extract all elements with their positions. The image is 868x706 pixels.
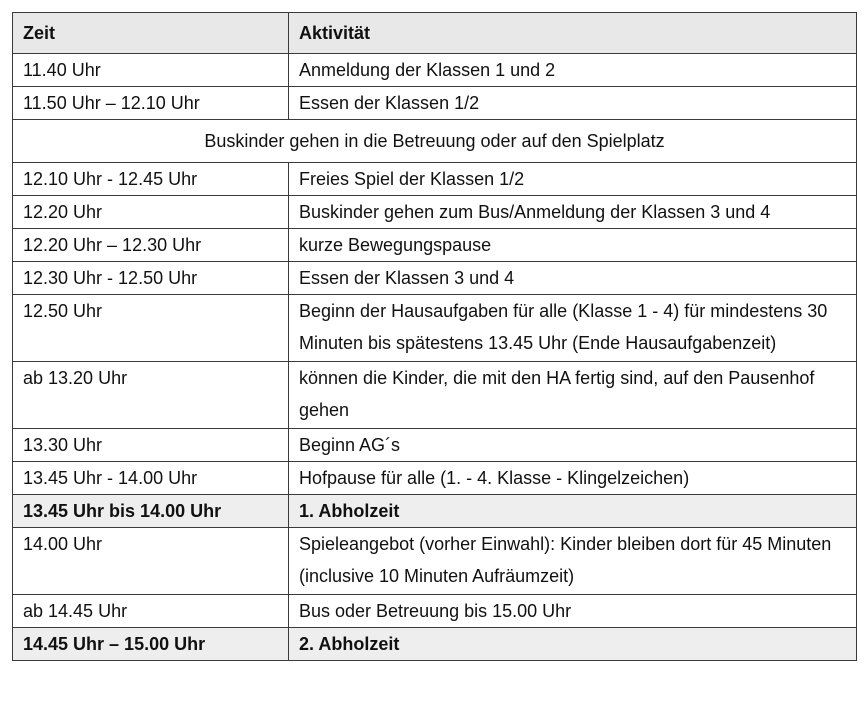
activity-cell: Spieleangebot (vorher Einwahl): Kinder bleiben dort für 45 Minuten (inclusive 10 Minuten Aufräumzeit) — [289, 528, 857, 595]
column-header-time: Zeit — [13, 13, 289, 54]
activity-cell: können die Kinder, die mit den HA fertig sind, auf den Pausenhof gehen — [289, 362, 857, 429]
time-cell: 12.20 Uhr – 12.30 Uhr — [13, 229, 289, 262]
time-cell: 11.50 Uhr – 12.10 Uhr — [13, 87, 289, 120]
time-cell: 13.30 Uhr — [13, 429, 289, 462]
time-cell: 14.00 Uhr — [13, 528, 289, 595]
table-row — [13, 87, 857, 120]
note-cell: Buskinder gehen in die Betreuung oder auf den Spielplatz — [13, 120, 857, 163]
activity-cell: Bus oder Betreuung bis 15.00 Uhr — [289, 595, 857, 628]
activity-cell: 1. Abholzeit — [289, 495, 857, 528]
table-row — [13, 163, 857, 196]
table-row — [13, 528, 857, 595]
table-row — [13, 295, 857, 362]
table-row — [13, 262, 857, 295]
table-row-note — [13, 120, 857, 163]
activity-cell: Beginn der Hausaufgaben für alle (Klasse 1 - 4) für mindestens 30 Minuten bis spätestens 13.45 Uhr (Ende Hausaufgabenzeit) — [289, 295, 857, 362]
activity-cell: Essen der Klassen 3 und 4 — [289, 262, 857, 295]
activity-cell: Anmeldung der Klassen 1 und 2 — [289, 54, 857, 87]
table-header — [13, 13, 857, 54]
activity-cell: 2. Abholzeit — [289, 628, 857, 661]
time-cell: 11.40 Uhr — [13, 54, 289, 87]
activity-cell: Buskinder gehen zum Bus/Anmeldung der Klassen 3 und 4 — [289, 196, 857, 229]
activity-cell: Freies Spiel der Klassen 1/2 — [289, 163, 857, 196]
time-cell: 13.45 Uhr - 14.00 Uhr — [13, 462, 289, 495]
table-row — [13, 595, 857, 628]
time-cell: 12.50 Uhr — [13, 295, 289, 362]
table-row-pickup — [13, 495, 857, 528]
time-cell: 14.45 Uhr – 15.00 Uhr — [13, 628, 289, 661]
table-row — [13, 462, 857, 495]
time-cell: ab 13.20 Uhr — [13, 362, 289, 429]
activity-cell: Essen der Klassen 1/2 — [289, 87, 857, 120]
table-row — [13, 54, 857, 87]
time-cell: ab 14.45 Uhr — [13, 595, 289, 628]
activity-cell: Beginn AG´s — [289, 429, 857, 462]
schedule-table — [12, 12, 857, 661]
table-row — [13, 362, 857, 429]
header-row — [13, 13, 857, 54]
activity-cell: kurze Bewegungspause — [289, 229, 857, 262]
table-row — [13, 196, 857, 229]
activity-cell: Hofpause für alle (1. - 4. Klasse - Klingelzeichen) — [289, 462, 857, 495]
time-cell: 12.30 Uhr - 12.50 Uhr — [13, 262, 289, 295]
table-row — [13, 429, 857, 462]
time-cell: 12.10 Uhr - 12.45 Uhr — [13, 163, 289, 196]
time-cell: 12.20 Uhr — [13, 196, 289, 229]
table-body — [13, 54, 857, 661]
table-row — [13, 229, 857, 262]
table-row-pickup — [13, 628, 857, 661]
time-cell: 13.45 Uhr bis 14.00 Uhr — [13, 495, 289, 528]
schedule-container — [12, 12, 856, 661]
column-header-activity: Aktivität — [289, 13, 857, 54]
